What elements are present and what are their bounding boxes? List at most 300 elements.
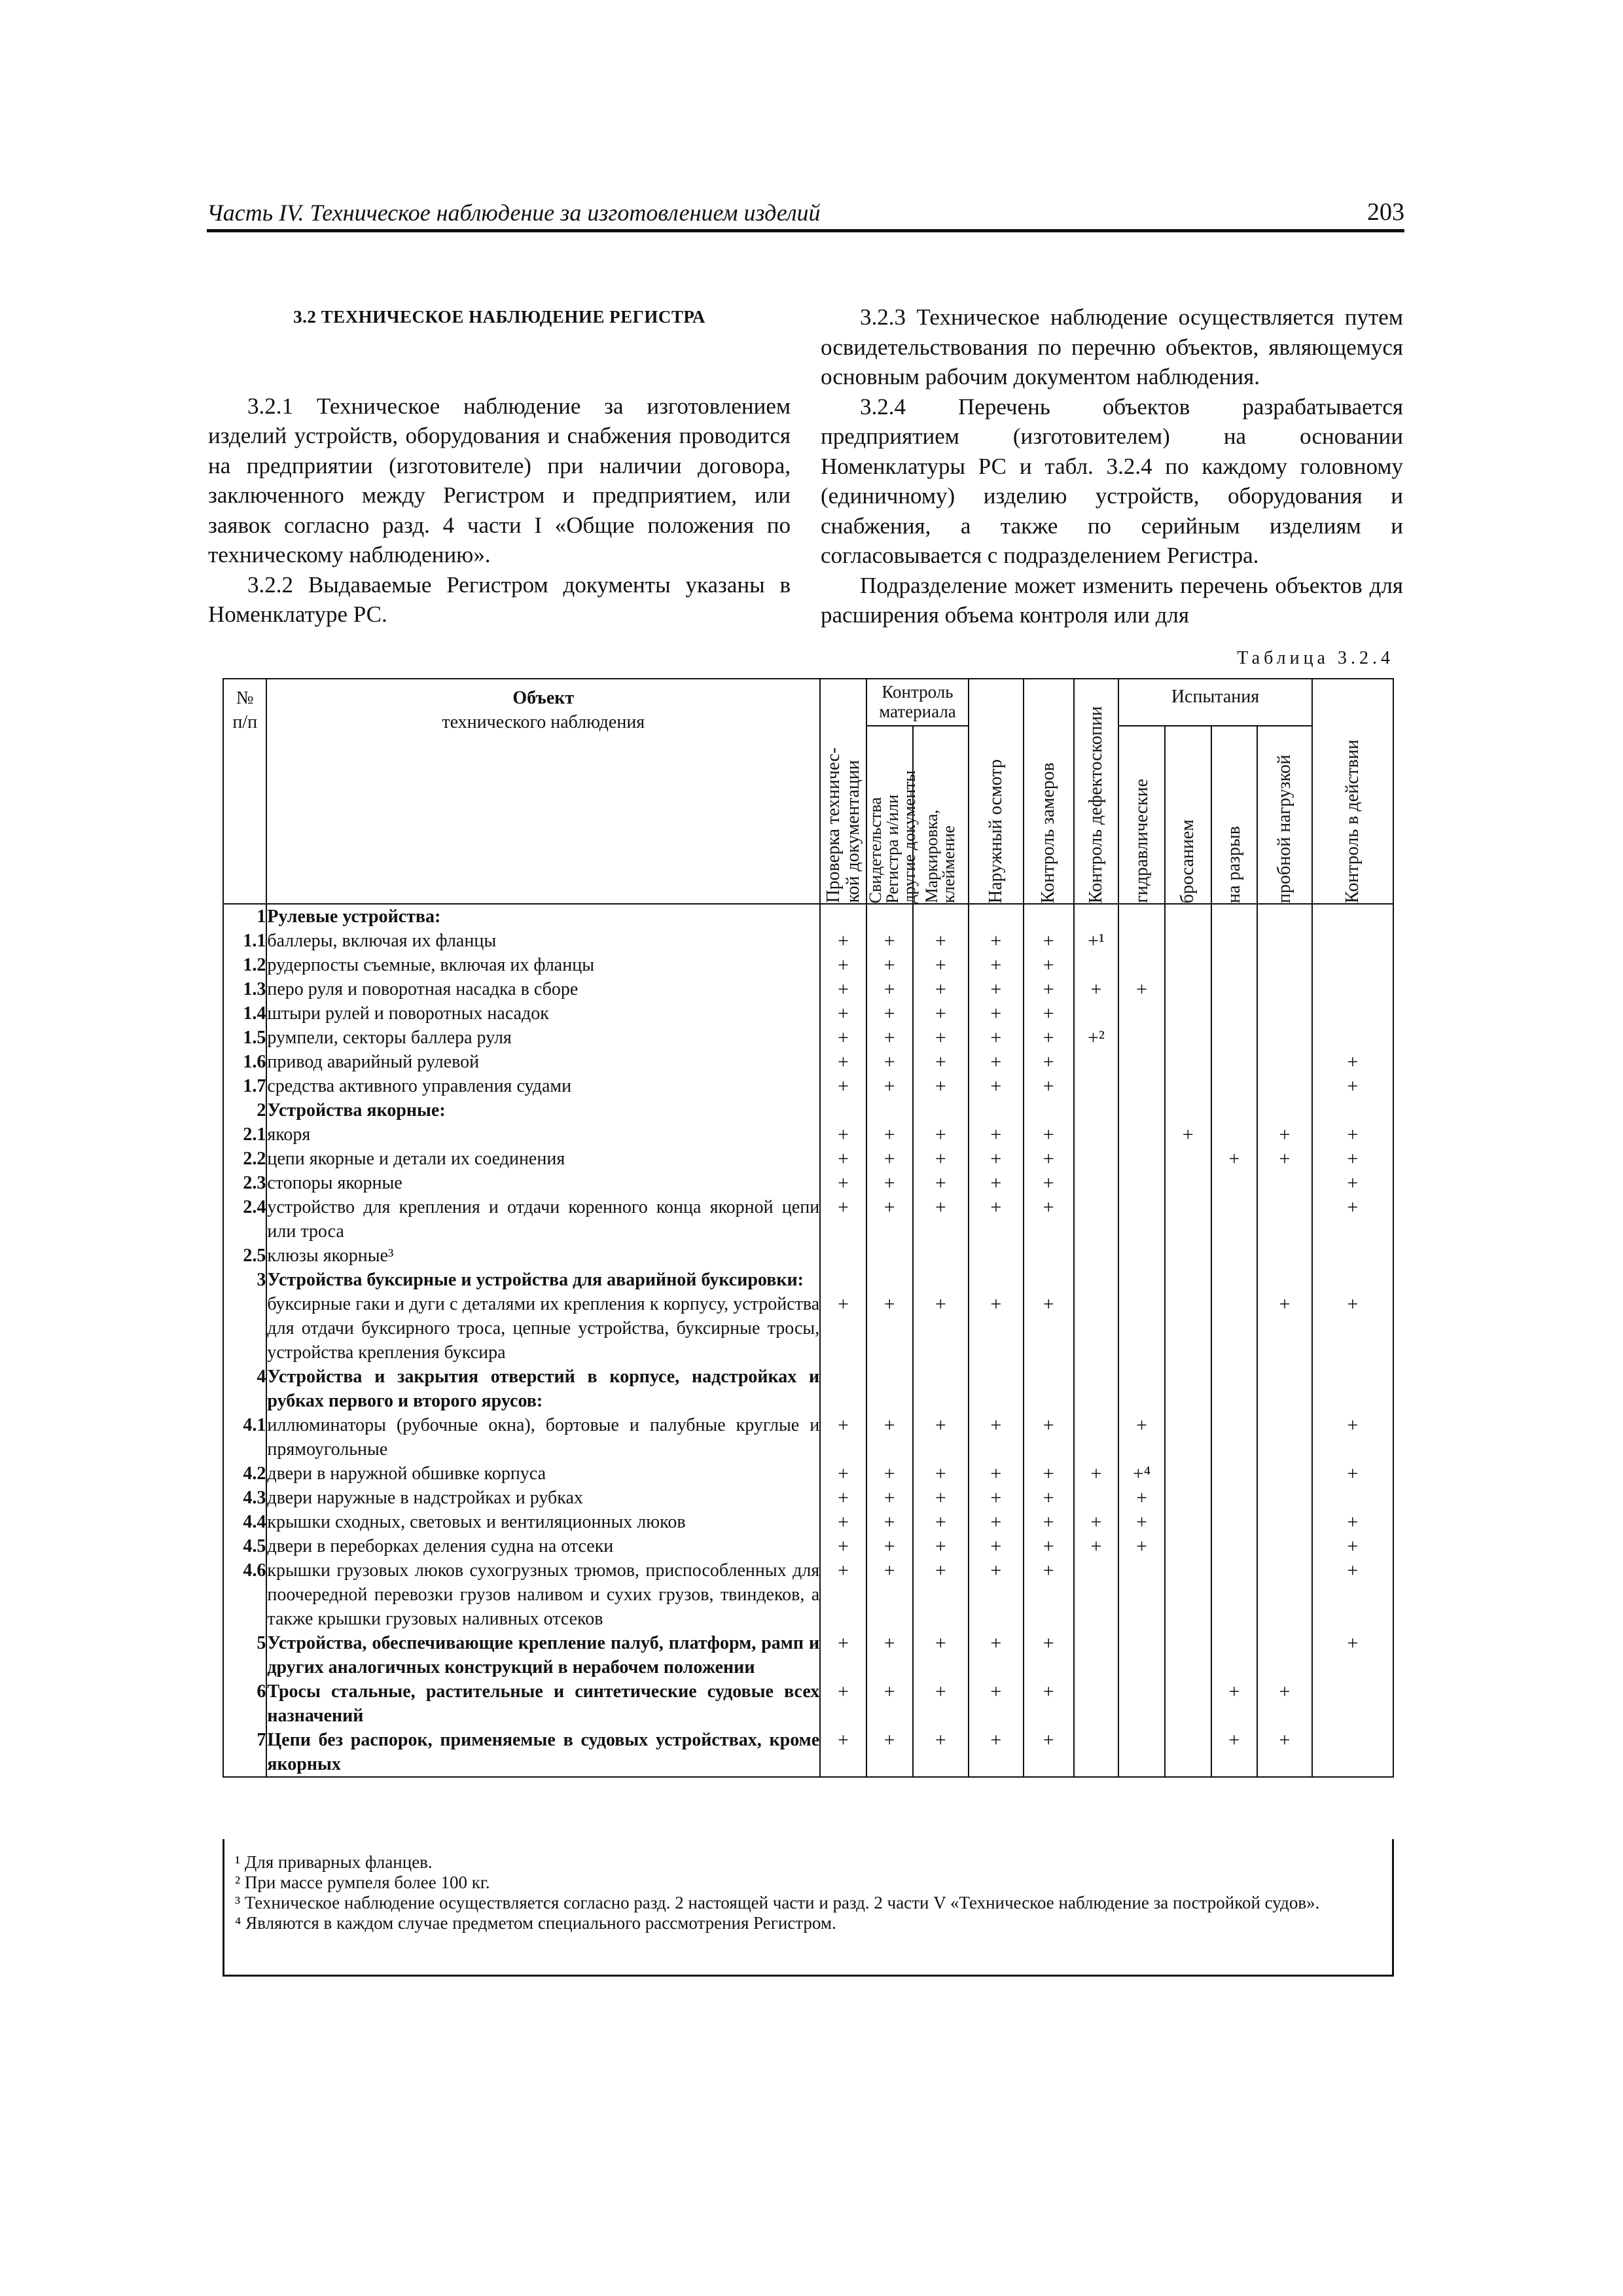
table-row xyxy=(223,1510,1393,1534)
row-mark: + xyxy=(1024,1001,1074,1026)
row-mark xyxy=(1165,1558,1211,1631)
row-mark xyxy=(1165,1195,1211,1244)
row-object-name: устройство для крепления и отдачи коренного конца якорной цепи или троса xyxy=(266,1195,820,1244)
row-mark xyxy=(1024,1244,1074,1268)
row-mark: + xyxy=(913,1195,969,1244)
row-mark: + xyxy=(969,1074,1024,1098)
row-mark: + xyxy=(820,1195,866,1244)
row-mark xyxy=(1211,977,1258,1001)
row-mark xyxy=(1257,929,1312,953)
row-mark: + xyxy=(1257,1292,1312,1365)
table-row xyxy=(223,1486,1393,1510)
row-mark: + xyxy=(1312,1050,1393,1074)
row-mark: + xyxy=(913,1486,969,1510)
row-mark xyxy=(1074,1413,1119,1462)
table-row xyxy=(223,1001,1393,1026)
row-mark: + xyxy=(969,1413,1024,1462)
table-row xyxy=(223,1050,1393,1074)
row-number: 1.2 xyxy=(223,953,266,977)
row-mark: + xyxy=(913,1001,969,1026)
row-mark: + xyxy=(1211,1728,1258,1777)
table-row xyxy=(223,1122,1393,1147)
header-proofload: пробной нагрузкой xyxy=(1257,726,1312,904)
row-mark xyxy=(1257,1534,1312,1558)
row-mark xyxy=(1211,929,1258,953)
row-mark xyxy=(913,904,969,929)
row-mark: + xyxy=(866,1413,913,1462)
header-ndt: Контроль дефектоскопии xyxy=(1074,679,1119,904)
table-row xyxy=(223,1728,1393,1777)
row-mark: + xyxy=(820,1413,866,1462)
row-mark xyxy=(1165,1728,1211,1777)
row-mark xyxy=(913,1098,969,1122)
row-mark xyxy=(866,1365,913,1413)
row-mark xyxy=(1312,977,1393,1001)
row-mark xyxy=(820,1365,866,1413)
table-row xyxy=(223,977,1393,1001)
row-mark xyxy=(1165,1534,1211,1558)
row-mark xyxy=(1211,1413,1258,1462)
left-column xyxy=(208,302,791,630)
row-mark: + xyxy=(866,1486,913,1510)
row-mark: + xyxy=(820,1292,866,1365)
row-mark: + xyxy=(1257,1147,1312,1171)
row-mark xyxy=(1257,1074,1312,1098)
row-object-name: штыри рулей и поворотных насадок xyxy=(266,1001,820,1026)
row-number: 5 xyxy=(223,1631,266,1679)
row-mark: + xyxy=(1074,977,1119,1001)
row-mark: + xyxy=(1024,1728,1074,1777)
row-object-name: перо руля и поворотная насадка в сборе xyxy=(266,977,820,1001)
row-number: 1.7 xyxy=(223,1074,266,1098)
paragraph-subdivision: Подразделение может изменить перечень объектов для расширения объема контроля или для xyxy=(821,572,1403,628)
row-mark xyxy=(1165,1244,1211,1268)
row-mark xyxy=(1211,1074,1258,1098)
row-mark xyxy=(1165,1074,1211,1098)
paragraph-3-2-2: 3.2.2 Выдаваемые Регистром документы указаны в Номенклатуре РС. xyxy=(208,571,791,627)
row-mark xyxy=(1211,1486,1258,1510)
row-mark: + xyxy=(1024,1122,1074,1147)
row-mark xyxy=(1211,1534,1258,1558)
row-mark xyxy=(1118,929,1165,953)
row-mark: + xyxy=(1312,1171,1393,1195)
table-row xyxy=(223,953,1393,977)
row-mark: + xyxy=(969,1631,1024,1679)
header-tests-group: Испытания xyxy=(1118,679,1311,726)
row-mark: + xyxy=(969,1001,1024,1026)
row-mark: + xyxy=(866,1195,913,1244)
row-mark xyxy=(1257,1268,1312,1292)
row-mark: + xyxy=(820,977,866,1001)
row-mark xyxy=(1257,1026,1312,1050)
header-number: № п/п xyxy=(223,679,266,904)
row-mark xyxy=(969,904,1024,929)
row-mark xyxy=(820,904,866,929)
table-row xyxy=(223,1074,1393,1098)
row-mark: + xyxy=(1024,1679,1074,1728)
row-mark xyxy=(1257,977,1312,1001)
header-hydraulic: гидравлические xyxy=(1118,726,1165,904)
footnote-3: ³ Техническое наблюдение осуществляется согласно разд. 2 настоящей части и разд. 2 части V «Техническое наблюдение за постройкой судов». xyxy=(235,1893,1320,1912)
row-mark: +¹ xyxy=(1074,929,1119,953)
row-mark: + xyxy=(913,1074,969,1098)
row-mark xyxy=(1118,904,1165,929)
page-number: 203 xyxy=(1367,198,1404,226)
row-mark xyxy=(1312,1268,1393,1292)
row-mark xyxy=(866,1098,913,1122)
row-mark: + xyxy=(969,953,1024,977)
row-mark xyxy=(1118,1244,1165,1268)
row-mark: + xyxy=(1024,1292,1074,1365)
row-mark xyxy=(1118,1558,1165,1631)
row-number: 4.4 xyxy=(223,1510,266,1534)
row-object-name: цепи якорные и детали их соединения xyxy=(266,1147,820,1171)
row-mark xyxy=(1074,1244,1119,1268)
row-mark: + xyxy=(1024,1510,1074,1534)
row-mark: +⁴ xyxy=(1118,1462,1165,1486)
row-mark xyxy=(1074,1050,1119,1074)
row-mark xyxy=(1118,1026,1165,1050)
row-mark: + xyxy=(820,1510,866,1534)
row-mark xyxy=(1211,1001,1258,1026)
header-check-docs: Проверка техничес- кой документации xyxy=(820,679,866,904)
paragraph-3-2-3: 3.2.3 Техническое наблюдение осуществляется путем освидетельствования по перечню объектов, являющемуся основным рабочим документом наблюдения. xyxy=(821,304,1403,389)
row-mark xyxy=(1165,977,1211,1001)
row-mark xyxy=(1165,929,1211,953)
header-certificates: Свидетельства Регистра и/или другие документы xyxy=(866,726,913,904)
row-mark xyxy=(1211,1171,1258,1195)
row-mark xyxy=(1165,953,1211,977)
header-visual: Наружный осмотр xyxy=(969,679,1024,904)
row-mark xyxy=(1074,1074,1119,1098)
row-mark: + xyxy=(820,1050,866,1074)
row-mark: + xyxy=(820,1122,866,1147)
row-mark xyxy=(1118,1122,1165,1147)
row-mark: + xyxy=(866,1534,913,1558)
row-mark: + xyxy=(1211,1147,1258,1171)
row-mark xyxy=(866,904,913,929)
row-mark: + xyxy=(1118,1486,1165,1510)
row-mark xyxy=(1312,1728,1393,1777)
paragraph-3-2-4: 3.2.4 Перечень объектов разрабатывается предприятием (изготовителем) на основании Номенклатуры РС и табл. 3.2.4 по каждому головному (единичному) изделию устройств, оборудования и снабжения, а также по серийным изделиям и согласовывается с подразделением Регистра. xyxy=(821,393,1403,568)
row-mark: + xyxy=(913,1292,969,1365)
table-row xyxy=(223,1365,1393,1413)
row-mark xyxy=(820,1268,866,1292)
row-number: 6 xyxy=(223,1679,266,1728)
row-mark xyxy=(1118,1050,1165,1074)
row-number: 3 xyxy=(223,1268,266,1292)
row-mark xyxy=(1165,1679,1211,1728)
row-number xyxy=(223,1292,266,1365)
row-mark xyxy=(1074,1195,1119,1244)
row-object-name: Устройства и закрытия отверстий в корпусе, надстройках и рубках первого и второго ярусов: xyxy=(266,1365,820,1413)
row-mark: + xyxy=(1312,1195,1393,1244)
row-object-name: Устройства буксирные и устройства для аварийной буксировки: xyxy=(266,1268,820,1292)
row-number: 1.4 xyxy=(223,1001,266,1026)
row-mark: + xyxy=(969,1510,1024,1534)
page-header xyxy=(207,196,1404,232)
row-mark xyxy=(1312,904,1393,929)
row-mark xyxy=(1074,1292,1119,1365)
header-break: на разрыв xyxy=(1211,726,1258,904)
table-row xyxy=(223,1679,1393,1728)
row-mark: + xyxy=(1074,1462,1119,1486)
row-mark: + xyxy=(866,929,913,953)
row-mark xyxy=(1211,1098,1258,1122)
row-object-name: двери наружные в надстройках и рубках xyxy=(266,1486,820,1510)
row-number: 4.6 xyxy=(223,1558,266,1631)
row-mark: + xyxy=(866,1001,913,1026)
row-mark: + xyxy=(866,1728,913,1777)
table-row xyxy=(223,1292,1393,1365)
row-mark: + xyxy=(866,1122,913,1147)
row-mark: + xyxy=(866,1292,913,1365)
row-mark: + xyxy=(1024,1195,1074,1244)
row-mark xyxy=(1165,1026,1211,1050)
footnotes xyxy=(223,1839,1394,1977)
row-mark: + xyxy=(913,1147,969,1171)
row-object-name: Устройства, обеспечивающие крепление палуб, платформ, рамп и других аналогичных конструкций в нерабочем положении xyxy=(266,1631,820,1679)
table-row xyxy=(223,1268,1393,1292)
row-mark xyxy=(1165,1268,1211,1292)
row-mark: + xyxy=(1024,1534,1074,1558)
row-mark: + xyxy=(1257,1122,1312,1147)
row-mark: + xyxy=(866,977,913,1001)
table-row xyxy=(223,1147,1393,1171)
row-mark xyxy=(969,1268,1024,1292)
row-mark xyxy=(1024,1098,1074,1122)
row-mark: + xyxy=(969,1292,1024,1365)
row-object-name: клюзы якорные³ xyxy=(266,1244,820,1268)
row-mark: + xyxy=(1024,953,1074,977)
row-mark xyxy=(969,1365,1024,1413)
row-mark: + xyxy=(913,1534,969,1558)
footnote-4: ⁴ Являются в каждом случае предметом специального рассмотрения Регистром. xyxy=(235,1913,836,1933)
row-mark: +² xyxy=(1074,1026,1119,1050)
row-mark xyxy=(1074,1098,1119,1122)
row-mark: + xyxy=(1312,1122,1393,1147)
row-mark: + xyxy=(820,1462,866,1486)
row-mark: + xyxy=(1211,1679,1258,1728)
row-mark xyxy=(1118,1292,1165,1365)
row-mark: + xyxy=(820,1074,866,1098)
row-mark: + xyxy=(1118,977,1165,1001)
table-row xyxy=(223,1098,1393,1122)
row-mark xyxy=(1257,1244,1312,1268)
row-mark xyxy=(1074,1365,1119,1413)
row-mark xyxy=(1211,1510,1258,1534)
row-mark xyxy=(1211,1050,1258,1074)
table-row xyxy=(223,1244,1393,1268)
row-mark xyxy=(1211,1462,1258,1486)
row-object-name: стопоры якорные xyxy=(266,1171,820,1195)
row-mark xyxy=(1118,1001,1165,1026)
row-mark xyxy=(1165,1510,1211,1534)
row-mark xyxy=(969,1244,1024,1268)
row-mark: + xyxy=(1312,1510,1393,1534)
row-mark: + xyxy=(866,1050,913,1074)
table-row xyxy=(223,1026,1393,1050)
table-row xyxy=(223,1413,1393,1462)
row-mark: + xyxy=(913,929,969,953)
table-body xyxy=(223,904,1393,1777)
header-operation: Контроль в действии xyxy=(1312,679,1393,904)
header-object: Объект технического наблюдения xyxy=(266,679,820,904)
row-mark: + xyxy=(820,1679,866,1728)
row-mark: + xyxy=(913,1026,969,1050)
row-mark: + xyxy=(913,1558,969,1631)
row-mark xyxy=(1257,1510,1312,1534)
row-mark xyxy=(1074,1147,1119,1171)
row-mark: + xyxy=(866,1074,913,1098)
row-mark: + xyxy=(820,1001,866,1026)
table-row xyxy=(223,1558,1393,1631)
row-mark xyxy=(1257,1558,1312,1631)
row-mark xyxy=(1312,1486,1393,1510)
row-number: 4.2 xyxy=(223,1462,266,1486)
row-mark: + xyxy=(969,1026,1024,1050)
row-object-name: Рулевые устройства: xyxy=(266,904,820,929)
row-mark: + xyxy=(820,1558,866,1631)
row-object-name: двери в переборках деления судна на отсеки xyxy=(266,1534,820,1558)
row-mark xyxy=(1211,904,1258,929)
row-mark xyxy=(1118,1679,1165,1728)
row-mark: + xyxy=(1024,1171,1074,1195)
row-number: 1 xyxy=(223,904,266,929)
row-mark xyxy=(969,1098,1024,1122)
row-mark xyxy=(1211,953,1258,977)
row-mark: + xyxy=(913,977,969,1001)
row-mark: + xyxy=(820,1534,866,1558)
row-mark: + xyxy=(866,1510,913,1534)
row-mark xyxy=(820,1244,866,1268)
row-mark: + xyxy=(913,1462,969,1486)
row-mark: + xyxy=(1024,929,1074,953)
supervision-table xyxy=(223,678,1394,1778)
row-mark: + xyxy=(1312,1074,1393,1098)
row-mark xyxy=(1211,1631,1258,1679)
row-mark: + xyxy=(913,1050,969,1074)
row-mark: + xyxy=(1024,1631,1074,1679)
row-mark: + xyxy=(1118,1510,1165,1534)
row-mark xyxy=(1074,904,1119,929)
running-title: Часть IV. Техническое наблюдение за изготовлением изделий xyxy=(207,200,821,226)
row-object-name: Тросы стальные, растительные и синтетические судовые всех назначений xyxy=(266,1679,820,1728)
row-mark xyxy=(1312,953,1393,977)
row-mark: + xyxy=(969,1558,1024,1631)
row-mark xyxy=(1211,1292,1258,1365)
row-mark: + xyxy=(1024,1558,1074,1631)
row-number: 2.4 xyxy=(223,1195,266,1244)
row-mark xyxy=(913,1365,969,1413)
table-row xyxy=(223,904,1393,929)
row-object-name: Устройства якорные: xyxy=(266,1098,820,1122)
row-mark xyxy=(1074,1171,1119,1195)
row-mark xyxy=(1118,1365,1165,1413)
row-object-name: румпели, секторы баллера руля xyxy=(266,1026,820,1050)
row-number: 4.5 xyxy=(223,1534,266,1558)
row-mark xyxy=(1257,1001,1312,1026)
row-mark: + xyxy=(1024,977,1074,1001)
row-number: 4 xyxy=(223,1365,266,1413)
row-mark: + xyxy=(1118,1534,1165,1558)
row-mark: + xyxy=(1074,1510,1119,1534)
row-mark: + xyxy=(913,1728,969,1777)
table-row xyxy=(223,1462,1393,1486)
row-mark: + xyxy=(969,1050,1024,1074)
row-mark: + xyxy=(1312,1534,1393,1558)
row-mark: + xyxy=(969,1534,1024,1558)
row-mark: + xyxy=(820,1728,866,1777)
table-row xyxy=(223,929,1393,953)
row-mark xyxy=(913,1268,969,1292)
row-mark xyxy=(1074,953,1119,977)
header-marking: Маркировка, клеймение xyxy=(913,726,969,904)
row-mark: + xyxy=(820,1171,866,1195)
row-mark xyxy=(1165,904,1211,929)
row-mark xyxy=(1118,1195,1165,1244)
row-mark xyxy=(1024,1268,1074,1292)
row-mark xyxy=(1312,1244,1393,1268)
row-mark: + xyxy=(913,1631,969,1679)
row-mark xyxy=(1165,1050,1211,1074)
header-measure: Контроль замеров xyxy=(1024,679,1074,904)
row-mark xyxy=(1165,1292,1211,1365)
row-object-name: привод аварийный рулевой xyxy=(266,1050,820,1074)
row-mark: + xyxy=(1312,1631,1393,1679)
row-number: 1.6 xyxy=(223,1050,266,1074)
row-mark: + xyxy=(1024,1074,1074,1098)
row-mark xyxy=(1118,1631,1165,1679)
row-number: 2.2 xyxy=(223,1147,266,1171)
row-mark: + xyxy=(913,1679,969,1728)
row-mark xyxy=(1211,1558,1258,1631)
row-mark: + xyxy=(969,1486,1024,1510)
row-mark xyxy=(1312,1679,1393,1728)
row-mark xyxy=(1211,1195,1258,1244)
row-object-name: средства активного управления судами xyxy=(266,1074,820,1098)
row-mark xyxy=(1165,1001,1211,1026)
row-mark: + xyxy=(969,977,1024,1001)
right-column xyxy=(821,302,1403,630)
row-mark: + xyxy=(969,1679,1024,1728)
row-mark: + xyxy=(1312,1292,1393,1365)
row-mark xyxy=(1257,1462,1312,1486)
row-mark xyxy=(1024,1365,1074,1413)
row-mark: + xyxy=(1024,1486,1074,1510)
row-mark: + xyxy=(969,1122,1024,1147)
row-mark xyxy=(913,1244,969,1268)
row-mark xyxy=(1165,1171,1211,1195)
row-mark: + xyxy=(820,929,866,953)
row-object-name: буксирные гаки и дуги с деталями их крепления к корпусу, устройства для отдачи буксирного троса, цепные устройства, буксирные тросы, устройства крепления буксира xyxy=(266,1292,820,1365)
row-number: 4.3 xyxy=(223,1486,266,1510)
footnote-1: ¹ Для приварных фланцев. xyxy=(235,1852,433,1872)
row-mark: + xyxy=(866,1171,913,1195)
section-heading: 3.2 ТЕХНИЧЕСКОЕ НАБЛЮДЕНИЕ РЕГИСТРА xyxy=(293,307,705,327)
row-mark xyxy=(1074,1679,1119,1728)
row-object-name: баллеры, включая их фланцы xyxy=(266,929,820,953)
row-mark: + xyxy=(1024,1462,1074,1486)
row-mark: + xyxy=(969,1728,1024,1777)
row-mark xyxy=(1257,1171,1312,1195)
row-mark: + xyxy=(1024,1050,1074,1074)
row-mark xyxy=(1118,1098,1165,1122)
table-row xyxy=(223,1195,1393,1244)
table-caption: Таблица 3.2.4 xyxy=(1237,648,1394,668)
row-mark xyxy=(1165,1365,1211,1413)
row-mark: + xyxy=(820,1486,866,1510)
